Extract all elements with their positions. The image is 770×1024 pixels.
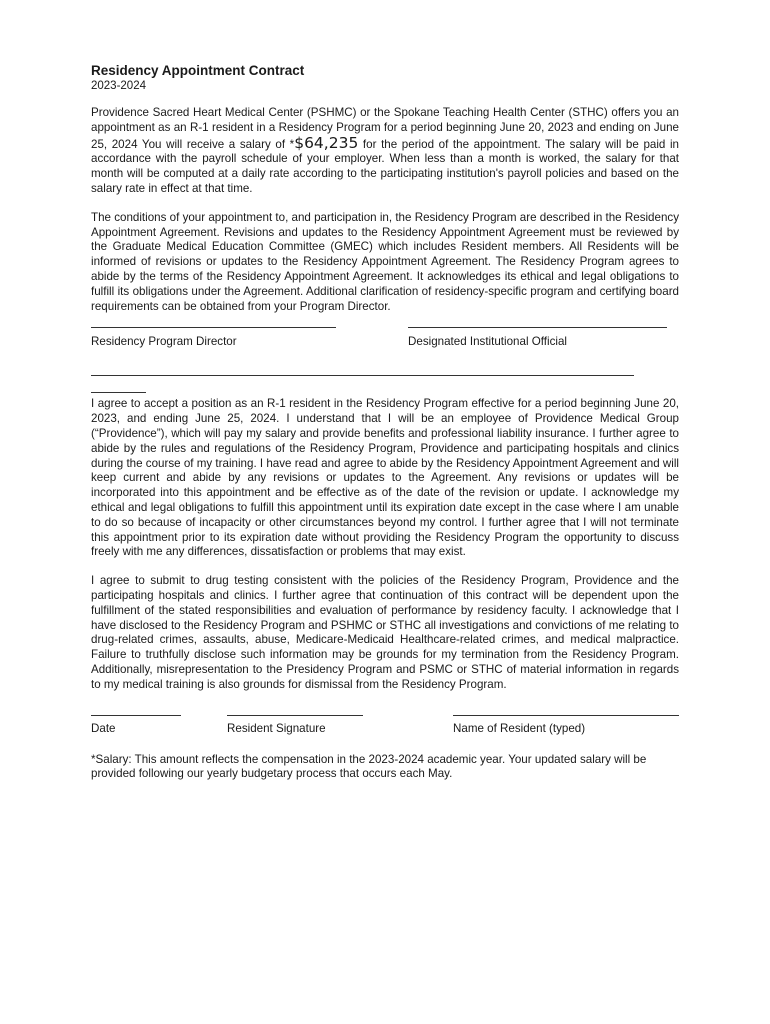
acceptance-paragraph: I agree to accept a position as an R-1 resident in the Residency Program effective for a period beginning June 20, 2023, and ending June 25, 2024. I understand that I will be an employee of Providence Medical Group (“Providence”), which will pay my salary and provide benefits and professional liability insurance. I further agree to abide by the rules and regulations of the Residency Program, Providence and participating hospitals and clinics during the course of my training. I have read and agree to abide by the Residency Appointment Agreement and will keep current and abide by any revisions or updates to the Agreement. Any revisions or updates will be incorporated into this appointment and be effective as of the date of the revision or update. I acknowledge my ethical and legal obligations to fulfill this appointment until its expiration date except in the case where I am unable to do so because of incapacity or other circumstances beyond my control. I further agree that I will not terminate this appointment prior to its expiration date without providing the Residency Program the opportunity to discuss freely with me any differences, dissatisfaction or problems that may exist.	[91, 397, 679, 559]
resident-name-line[interactable]	[453, 715, 679, 716]
contract-year: 2023-2024	[91, 80, 146, 92]
salary-amount: $64,235	[294, 133, 359, 152]
separator-line	[91, 375, 634, 376]
drug-testing-paragraph: I agree to submit to drug testing consistent with the policies of the Residency Program, Providence and the participating hospitals and clinics. I further agree that continuation of this contract will be dependent upon the fulfillment of the stated responsibilities and evaluation of performance by residency faculty. I acknowledge that I have disclosed to the Residency Program and PSHMC or STHC all investigations and convictions of me relating to drug-related crimes, assaults, abuse, Medicare-Medicaid Healthcare-related crimes, and medical malpractice. Failure to truthfully disclose such information may be grounds for my termination from the Residency Program. Additionally, misrepresentation to the Presidency Program and PSMC or STHC of material information in regards to my medical training is also grounds for dismissal from the Residency Program.	[91, 574, 679, 691]
resident-signature-label: Resident Signature	[227, 721, 326, 735]
salary-footnote: *Salary: This amount reflects the compensation in the 2023-2024 academic year. Your updated salary will be provided following our yearly budgetary process that occurs each May.	[91, 752, 647, 781]
conditions-paragraph: The conditions of your appointment to, and participation in, the Residency Program are described in the Residency Appointment Agreement. Revisions and updates to the Residency Appointment Agreement must be reviewed by the Graduate Medical Education Committee (GMEC) which includes Resident members. All Residents will be informed of revisions or updates to the Residency Appointment Agreement. The Residency Program agrees to abide by the terms of the Residency Appointment Agreement. It acknowledges its ethical and legal obligations to fulfill its obligations under the Agreement. Additional clarification of residency-specific program and certifying board requirements can be obtained from your Program Director.	[91, 210, 679, 313]
director-signature-row	[91, 314, 679, 352]
resident-signature-row	[91, 693, 679, 737]
dio-signature-line[interactable]	[408, 327, 667, 328]
date-label: Date	[91, 721, 116, 735]
resident-name-label: Name of Resident (typed)	[453, 721, 586, 735]
appointment-text-start: Providence Sacred Heart Medical Center (PSHMC) or the Spokane Teaching Health Center (STHC) offers you an appointment as an R-1 resident in a Residency Program for a period beginning June 20, 2023 and ending on June 25, 2024 You will receive a salary of *	[91, 106, 679, 151]
director-signature-label: Residency Program Director	[91, 335, 237, 349]
appointment-paragraph	[91, 106, 679, 197]
contract-title: Residency Appointment Contract	[91, 63, 305, 78]
contract-page	[91, 62, 679, 782]
appointment-text-end: for the period of the appointment. The salary will be paid in accordance with the payroll schedule of your employer. When less than a month is worked, the salary for that month will be computed at a daily rate according to the participating institution's payroll policies and based on the salary rate in effect at that time.	[91, 137, 679, 195]
dio-signature-label: Designated Institutional Official	[408, 335, 567, 349]
resident-signature-line[interactable]	[227, 715, 363, 716]
director-signature-line[interactable]	[91, 327, 336, 328]
date-line[interactable]	[91, 715, 181, 716]
